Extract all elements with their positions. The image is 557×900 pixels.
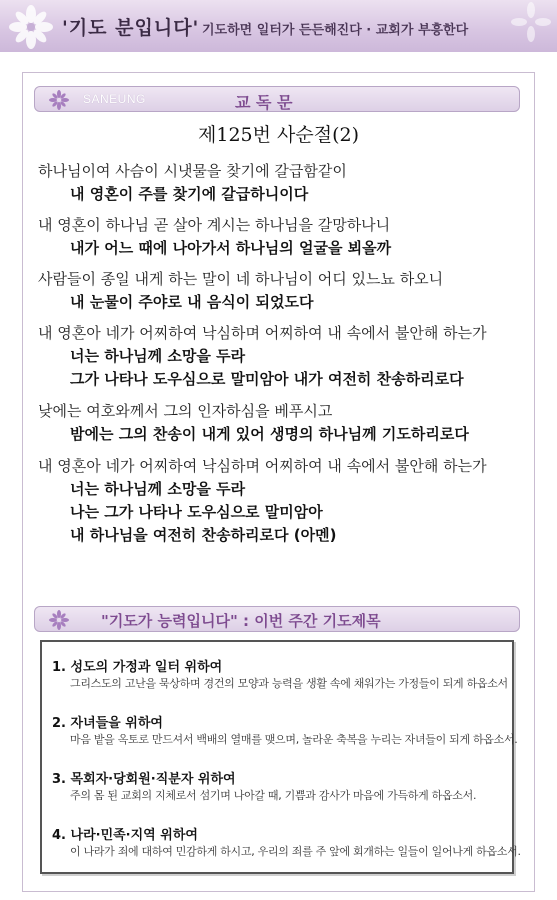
prayer-heading: 2. 자녀들을 위하여 <box>52 716 163 731</box>
reading-response: 내 영혼이 주를 찾기에 갈급하니이다 <box>70 185 309 203</box>
reading-line: 내 영혼아 네가 어찌하여 낙심하며 어찌하여 내 속에서 불안해 하는가 <box>38 457 487 475</box>
prayer-description: 그리스도의 고난을 묵상하며 경건의 모양과 능력을 생활 속에 채워가는 가정들이 되게 하옵소서 <box>70 677 508 690</box>
section-header-reading <box>34 86 520 112</box>
section-title: 교 독 문 <box>235 93 293 112</box>
reading-response: 내 눈물이 주야로 내 음식이 되었도다 <box>70 293 314 311</box>
prayer-description: 마음 밭을 옥토로 만드셔서 백배의 열매를 맺으며, 놀라운 축복을 누리는 자녀들이 되게 하옵소서. <box>70 733 518 746</box>
section-header-prayer <box>34 606 520 632</box>
reading-line: 내 영혼아 네가 어찌하여 낙심하며 어찌하여 내 속에서 불안해 하는가 <box>38 324 487 342</box>
top-banner <box>0 0 557 52</box>
prayer-heading: 4. 나라·민족·지역 위하여 <box>52 828 198 843</box>
flower-icon <box>49 90 69 110</box>
flower-icon <box>8 4 54 50</box>
reading-response: 내 하나님을 여전히 찬송하리로다 (아멘) <box>70 526 337 544</box>
reading-response: 밤에는 그의 찬송이 내게 있어 생명의 하나님께 기도하리로다 <box>70 425 469 443</box>
reading-title: 제125번 사순절(2) <box>198 124 359 146</box>
prayer-description: 이 나라가 죄에 대하여 민감하게 하시고, 우리의 죄를 주 앞에 회개하는 일들이 일어나게 하옵소서. <box>70 845 521 858</box>
reading-line: 사람들이 종일 내게 하는 말이 네 하나님이 어디 있느뇨 하오니 <box>38 270 444 288</box>
flower-icon <box>511 2 551 42</box>
banner-subtitle: 기도하면 일터가 든든해진다 · 교회가 부흥한다 <box>202 23 469 38</box>
reading-line: 낮에는 여호와께서 그의 인자하심을 베푸시고 <box>38 402 333 420</box>
flower-icon <box>49 610 69 630</box>
reading-response: 그가 나타나 도우심으로 말미암아 내가 여전히 찬송하리로다 <box>70 370 464 388</box>
prayer-heading: 3. 목회자·당회원·직분자 위하여 <box>52 772 236 787</box>
brand-label: SANEUNG <box>83 92 146 106</box>
section-title: "기도가 능력입니다" : 이번 주간 기도제목 <box>101 612 381 630</box>
prayer-description: 주의 몸 된 교회의 지체로서 섬기며 나아갈 때, 기쁨과 감사가 마음에 가득하게 하옵소서. <box>70 789 477 802</box>
reading-response: 내가 어느 때에 나아가서 하나님의 얼굴을 뵈올까 <box>70 239 392 257</box>
reading-response: 너는 하나님께 소망을 두라 <box>70 480 246 498</box>
reading-line: 하나님이여 사슴이 시냇물을 찾기에 갈급함같이 <box>38 162 347 180</box>
banner-title: '기도 분입니다' <box>62 17 200 39</box>
reading-line: 내 영혼이 하나님 곧 살아 계시는 하나님을 갈망하나니 <box>38 216 391 234</box>
reading-response: 나는 그가 나타나 도우심으로 말미암아 <box>70 503 323 521</box>
prayer-heading: 1. 성도의 가정과 일터 위하여 <box>52 660 223 675</box>
reading-response: 너는 하나님께 소망을 두라 <box>70 347 246 365</box>
